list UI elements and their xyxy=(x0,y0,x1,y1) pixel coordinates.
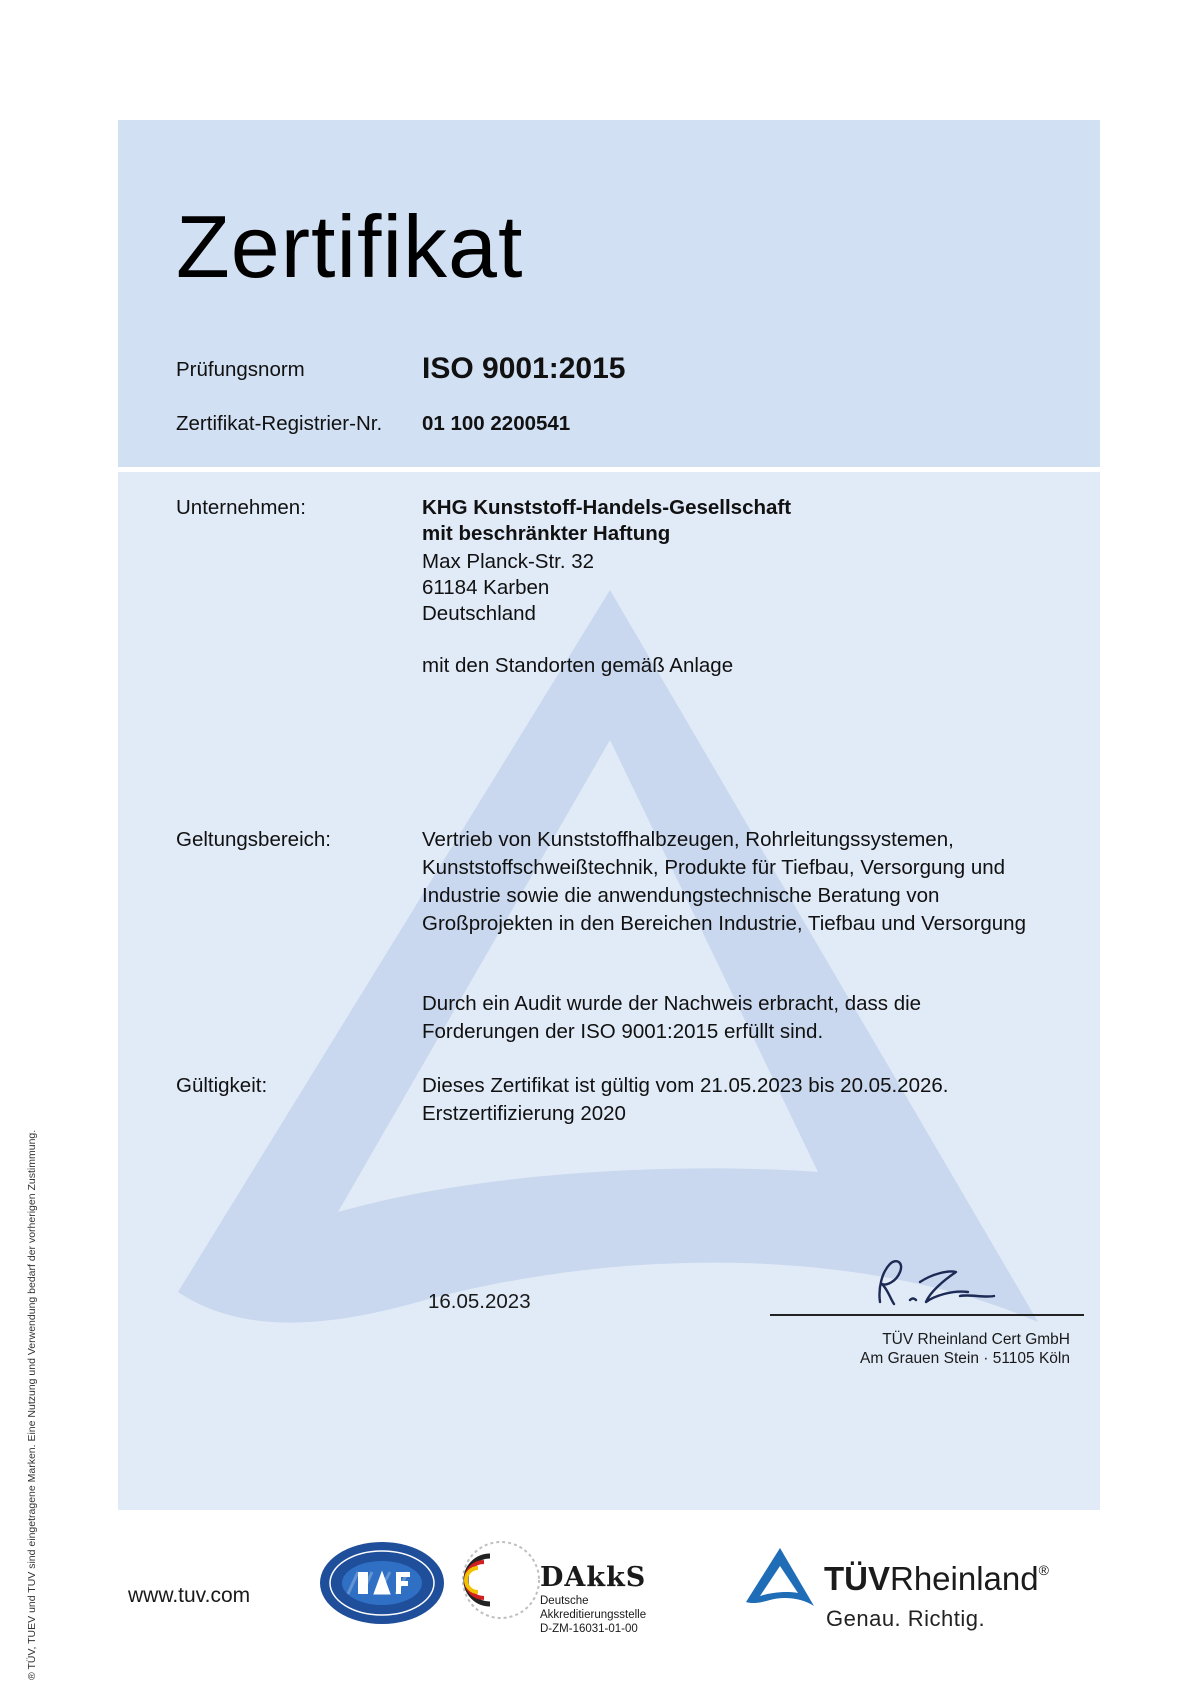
dakks-name: DAkkS xyxy=(540,1562,647,1593)
issuer-name: TÜV Rheinland Cert GmbH xyxy=(882,1331,1070,1348)
company-country: Deutschland xyxy=(422,602,536,625)
scope-line: Industrie sowie die anwendungstechnische Beratung von xyxy=(422,884,940,907)
first-certification: Erstzertifizierung 2020 xyxy=(422,1102,626,1125)
norm-label: Prüfungsnorm xyxy=(176,358,305,381)
company-name-line1: KHG Kunststoff-Handels-Gesellschaft xyxy=(422,496,792,519)
certificate-title: Zertifikat xyxy=(176,197,524,296)
scope-line: Großprojekten in den Bereichen Industrie, Tiefbau und Versorgung xyxy=(422,912,1026,935)
issuer-address: Am Grauen Stein · 51105 Köln xyxy=(860,1350,1070,1367)
audit-line: Durch ein Audit wurde der Nachweis erbracht, dass die xyxy=(422,992,922,1015)
issuer-block xyxy=(780,1330,1070,1368)
dakks-line: D-ZM-16031-01-00 xyxy=(540,1623,638,1635)
tuv-brand-regular: Rheinland xyxy=(890,1560,1039,1597)
tuv-brand-bold: TÜV xyxy=(824,1560,890,1597)
tuv-triangle-icon xyxy=(744,1546,816,1614)
dakks-description xyxy=(540,1594,646,1636)
iaf-seal-icon xyxy=(318,1540,446,1626)
registration-value: 01 100 2200541 xyxy=(422,412,571,435)
signature-line xyxy=(770,1314,1084,1316)
scope-line: Kunststoffschweißtechnik, Produkte für Tiefbau, Versorgung und xyxy=(422,856,1006,879)
validity-label: Gültigkeit: xyxy=(176,1074,268,1097)
scope-line: Vertrieb von Kunststoffhalbzeugen, Rohrleitungssystemen, xyxy=(422,828,954,851)
validity-period: Dieses Zertifikat ist gültig vom 21.05.2023 bis 20.05.2026. xyxy=(422,1074,949,1097)
tuv-brand-name xyxy=(824,1560,1049,1598)
company-street: Max Planck-Str. 32 xyxy=(422,550,595,573)
dakks-line: Akkreditierungsstelle xyxy=(540,1609,647,1621)
website-link[interactable]: www.tuv.com xyxy=(128,1584,251,1607)
dakks-logo-icon xyxy=(460,1538,542,1622)
company-label: Unternehmen: xyxy=(176,496,306,519)
company-sites-note: mit den Standorten gemäß Anlage xyxy=(422,654,734,677)
sidebar-legal-note-text: ® TÜV, TUEV und TUV sind eingetragene Marken. Eine Nutzung und Verwendung bedarf der vorherigen Zustimmung. xyxy=(26,1129,38,1680)
issue-date: 16.05.2023 xyxy=(428,1290,531,1313)
audit-line: Forderungen der ISO 9001:2015 erfüllt sind. xyxy=(422,1020,824,1043)
handwritten-signature-icon xyxy=(860,1252,1000,1314)
tuv-slogan: Genau. Richtig. xyxy=(826,1606,986,1631)
norm-value: ISO 9001:2015 xyxy=(422,352,626,385)
scope-label: Geltungsbereich: xyxy=(176,828,331,851)
registered-mark: ® xyxy=(1038,1562,1049,1578)
company-city: 61184 Karben xyxy=(422,576,550,599)
registration-label: Zertifikat-Registrier-Nr. xyxy=(176,412,383,435)
dakks-line: Deutsche xyxy=(540,1595,589,1607)
company-name-line2: mit beschränkter Haftung xyxy=(422,522,671,545)
sidebar-legal-note xyxy=(22,1040,42,1680)
